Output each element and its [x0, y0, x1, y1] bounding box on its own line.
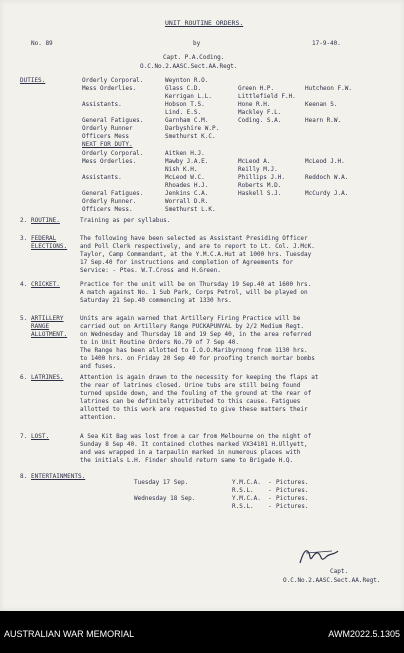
section-line: Service: - Ptes. W.T.Cross and H.Green. — [80, 267, 221, 274]
entertainment-event: Pictures. — [276, 503, 309, 510]
section-line: and Poll Clerk respectively, and are to report to Lt. Col. J.McK. — [80, 243, 315, 250]
section-line: A Sea Kit Bag was lost from a car from Melbourne on the night of — [80, 433, 312, 440]
duty-name: Reilly M.J. — [238, 166, 278, 173]
footer-accession: AWM2022.5.1305 — [328, 629, 400, 639]
section-heading: CRICKET. — [31, 281, 60, 288]
section-heading: ALLOTMENT. — [31, 331, 68, 338]
section-number: 4. — [20, 281, 28, 288]
duty-name: Roberts M.D. — [238, 182, 282, 189]
duty-label: Orderly Corporal. — [82, 150, 144, 157]
signature-unit: O.C.No.2.AASC.Sect.AA.Regt. — [283, 577, 381, 584]
next-for-duty-heading: NEXT FOR DUTY. — [82, 141, 133, 148]
duty-name: Lind. E.S. — [165, 109, 202, 116]
section-number: 7. — [20, 433, 28, 440]
commander-unit: O.C.No.2.AASC.Sect.AA.Regt. — [140, 63, 238, 70]
duty-name: Mawby J.A.E. — [165, 158, 209, 165]
section-line: to 1400 hrs. on Friday 20 Sep 40 for proofing trench mortar bombs — [80, 355, 315, 362]
entertainment-event: Pictures. — [276, 479, 309, 486]
document-title: UNIT ROUTINE ORDERS. — [165, 19, 244, 27]
duty-label: Assistants. — [82, 101, 122, 108]
section-line: allotted to this work are requested to give these matters their — [80, 406, 308, 413]
duty-name: Mackley F.L. — [238, 109, 282, 116]
section-heading: ARTILLERY — [31, 315, 64, 322]
section-heading: LATRINES. — [31, 374, 64, 381]
section-number: 3. — [20, 235, 28, 242]
duty-name: Hone R.H. — [238, 101, 271, 108]
duty-label: Orderly Corporal. — [82, 77, 144, 84]
duty-name: Garnham C.M. — [165, 117, 209, 124]
duty-name: Hobson T.S. — [165, 101, 205, 108]
section-line: latrines can be definitely attributed to this cause. Fatigues — [80, 398, 301, 405]
section-line: carried out on Artillery Range PUCKAPUNYAL by 2/2 Medium Regt. — [80, 323, 304, 330]
duty-name: Kerrigan L.L. — [165, 93, 212, 100]
section-line: Taylor, Camp Commandant, at the Y.M.C.A.Hut at 1000 hrs. Tuesday — [80, 251, 312, 258]
section-line: Saturday 21 Sep.40 commencing at 1330 hrs. — [80, 297, 232, 304]
section-heading: FEDERAL — [31, 235, 57, 242]
by-text: by — [193, 40, 201, 47]
duty-label: Officers Mess. — [82, 206, 133, 213]
duty-name: Glass C.D. — [165, 85, 202, 92]
section-line: the rear of latrines closed. Urine tubs are still being found — [80, 382, 301, 389]
duty-label: Orderly Runner. — [82, 198, 137, 205]
duties-heading: DUTIES. — [20, 77, 46, 84]
duty-label: Mess Orderlies. — [82, 85, 137, 92]
duty-label: Officers Mess — [82, 133, 129, 140]
duty-name: McLeod J.H. — [305, 158, 345, 165]
duty-name: Phillips J.H. — [238, 174, 285, 181]
entertainment-event: Pictures. — [276, 487, 309, 494]
entertainment-venue: R.S.L. — [232, 487, 254, 494]
section-line: to in Unit Routine Orders No.79 of 7 Sep 40. — [80, 339, 239, 346]
section-line: 17 Sep.40 for instructions and completion of Agreements for — [80, 259, 294, 266]
footer-source: AUSTRALIAN WAR MEMORIAL — [4, 629, 135, 639]
duty-name: Keenan S. — [305, 101, 338, 108]
duty-name: Worrall D.R. — [165, 198, 209, 205]
signature-mark — [296, 545, 342, 569]
section-heading: ENTERTAINMENTS. — [31, 473, 86, 480]
section-line: the initials L.H. Finder should return same to Brigade H.Q. — [80, 457, 294, 464]
duty-name: McLeod W.C. — [165, 174, 205, 181]
order-date: 17-9-40. — [312, 40, 341, 47]
duty-name: Jenkins C.A. — [165, 190, 209, 197]
order-number: No. 89 — [31, 40, 53, 47]
section-number: 6. — [20, 374, 28, 381]
duty-name: Littlefield F.H. — [238, 93, 296, 100]
duty-name: Nish K.H. — [165, 166, 198, 173]
section-line: Practice for the unit will be on Thursday 19 Sep.40 at 1600 hrs. — [80, 281, 312, 288]
section-line: turned upside down, and the fouling of the ground at the rear of — [80, 390, 312, 397]
duty-name: McCurdy J.A. — [305, 190, 349, 197]
entertainment-venue: Y.M.C.A. — [232, 495, 261, 502]
section-line: Units are again warned that Artillery Firing Practice will be — [80, 315, 301, 322]
section-line: on Wednesday and Thursday 18 and 19 Sep 40, in the area referred — [80, 331, 312, 338]
section-line: and fuses. — [80, 363, 117, 370]
entertainment-dash: - — [268, 495, 272, 502]
section-line: Attention is again drawn to the necessity for keeping the flaps at — [80, 374, 319, 381]
duty-name: Green H.P. — [238, 85, 275, 92]
duty-label: Mess Orderlies. — [82, 158, 137, 165]
duty-name: Aitken H.J. — [165, 150, 205, 157]
duty-name: Smethurst L.K. — [165, 206, 216, 213]
commander-name: Capt. P.A.Coding. — [163, 54, 225, 61]
section-heading: LOST. — [31, 433, 50, 440]
archive-footer — [0, 611, 404, 653]
duty-label: Assistants. — [82, 174, 122, 181]
entertainment-dash: - — [268, 479, 272, 486]
duty-label: General Fatigues. — [82, 117, 144, 124]
duty-name: Hutcheon F.W. — [305, 85, 352, 92]
duty-name: Smethurst K.C. — [165, 133, 216, 140]
entertainment-venue: Y.M.C.A. — [232, 479, 261, 486]
section-number: 2. — [20, 217, 28, 224]
section-number: 8. — [20, 473, 28, 480]
duty-name: Rhoades H.J. — [165, 182, 209, 189]
section-heading: ELECTIONS. — [31, 243, 68, 250]
section-line: A match against No. 1 Sub Park, Corps Petrol, will be played on — [80, 289, 308, 296]
section-line: Training as per syllabus. — [80, 217, 171, 224]
duty-label: Orderly Runner — [82, 125, 133, 132]
entertainment-event: Pictures. — [276, 495, 309, 502]
signature-rank: Capt. — [330, 568, 349, 575]
entertainment-dash: - — [268, 487, 272, 494]
duty-name: Weynton R.O. — [165, 77, 209, 84]
entertainment-venue: R.S.L. — [232, 503, 254, 510]
duty-name: Hearn R.W. — [305, 117, 342, 124]
section-heading: RANGE — [31, 323, 50, 330]
duty-name: Coding. S.A. — [238, 117, 282, 124]
duty-name: Darbyshire W.P. — [165, 125, 220, 132]
entertainment-day: Wednesday 18 Sep. — [134, 495, 196, 502]
section-line: The following have been selected as Assistant Presiding Officer — [80, 235, 308, 242]
section-line: The Range has been allotted to I.O.O.Maribyrnong from 1130 hrs. — [80, 347, 308, 354]
duty-label: General Fatigues. — [82, 190, 144, 197]
entertainment-day: Tuesday 17 Sep. — [134, 479, 189, 486]
duty-name: McLeod A. — [238, 158, 271, 165]
duty-name: Haskell S.J. — [238, 190, 282, 197]
entertainment-dash: - — [268, 503, 272, 510]
section-heading: ROUTINE. — [31, 217, 60, 224]
duty-name: Reddoch W.A. — [305, 174, 349, 181]
section-line: Sunday 8 Sep 40. It contained clothes marked VX34101 H.Ullyett, — [80, 441, 308, 448]
section-line: attention. — [80, 414, 117, 421]
section-line: and was wrapped in a tarpaulin marked in numerous places with — [80, 449, 301, 456]
section-number: 5. — [20, 315, 28, 322]
